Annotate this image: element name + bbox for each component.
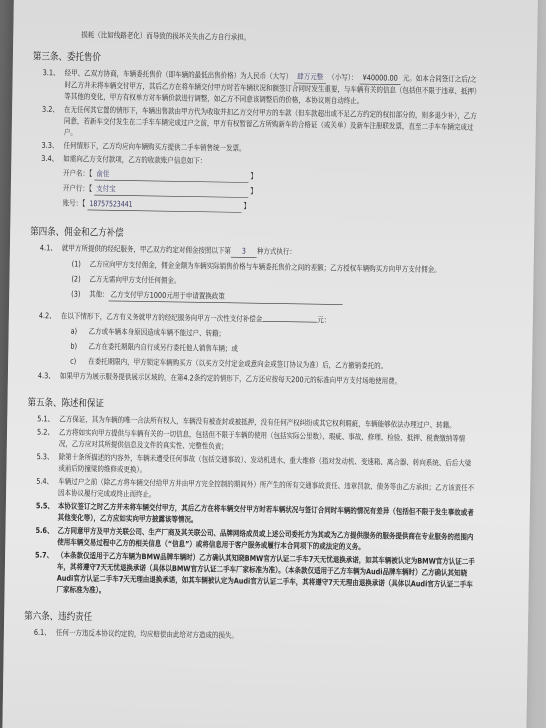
clause-text: 元。如本合同签订之后/之时乙方并未将车辆交付甲方，其后乙方在将车辆交付甲方时若车辆状况和额签订合同时发生重要，与车辆有关的信息（包括但不限于违章、抵押）等其他的变化，甲方有权单方对车辆价款进行调整，如乙方不同意该调整后的价格，本协议则自动终止。 bbox=[64, 74, 481, 106]
clause-text: 乙方保证，其为车辆的唯一合法所有权人，车辆没有被查封或被抵押，没有任何产权纠纷或其它权利瑕疵，车辆能够依法办理过户、转籍。 bbox=[59, 415, 456, 431]
clause-number: 6.1、 bbox=[33, 628, 51, 638]
option-3-value: 乙方支付甲方1000元用于申请置换政策 bbox=[109, 289, 343, 305]
option-number: (3) bbox=[71, 289, 81, 299]
account-holder-row: 开户名：【 俞佳 】 bbox=[63, 169, 258, 182]
clause-3-2 bbox=[12, 103, 512, 145]
clause-number: 5.7、 bbox=[35, 550, 54, 561]
clause-6-1 bbox=[4, 627, 504, 646]
clause-text: 经甲、乙双方协商，车辆委托售价（即车辆的最低出售价格）为人民币（大写） bbox=[64, 68, 293, 82]
section-4-title: 第四条、佣金和乙方补偿 bbox=[30, 225, 124, 240]
account-holder-value: 俞佳 bbox=[94, 168, 248, 182]
clause-number: 5.2、 bbox=[36, 427, 54, 438]
clause-number: 5.5、 bbox=[35, 501, 54, 511]
clause-text: 任何情形下，乙方均应向车辆购买方提供二手车销售统一发票。 bbox=[63, 141, 246, 154]
section-6-title: 第六条、违约责任 bbox=[24, 610, 93, 624]
clause-text: 元： bbox=[317, 315, 331, 326]
clause-text: 如果甲方为展示服务提供展示区域的，在第4.2条约定的情形下，乙方还应按每天200元的标准向甲方支付场地使用费。 bbox=[59, 371, 402, 387]
clause-number: 5.1、 bbox=[37, 414, 55, 424]
option-text: 乙方应向甲方支付佣金，佣金金额为车辆实际销售价格与车辆委托售价之间的差额；乙方授权车辆购买方向甲方支付佣金。 bbox=[89, 260, 441, 275]
clause-text: 种方式执行： bbox=[256, 247, 296, 257]
case-text: 乙方在委托期限内自行或另行委托他人销售车辆；或 bbox=[88, 342, 238, 354]
field-label: 开户行： bbox=[62, 184, 89, 194]
account-number-row: 账号：【 18757523441 】 bbox=[62, 199, 251, 212]
clause-3-1 bbox=[12, 67, 512, 110]
clause-text: 乙方将如实向甲方提供与车辆有关的一切信息，包括但不限于车辆的使用（包括实际公里数）、瑕疵、事故、修理、检验、抵押、税费缴纳等情况，乙方应对其所提供信息及文件的真实性、完整性负责； bbox=[58, 428, 466, 452]
option-label: 其他： bbox=[89, 290, 109, 300]
case-label: b) bbox=[70, 342, 78, 352]
clause-number: 3.1、 bbox=[42, 68, 60, 78]
clause-number: 4.1、 bbox=[39, 243, 57, 253]
clause-text: （本条款仅适用于乙方车辆为BMW品牌车辆时）乙方确认其知晓BMW官方认证二手车7天无忧退换承诺，如其车辆被认定为BMW官方认证二手车，其将遵守7天无忧退换承诺（具体以BMW官方认证二手车厂家标准为准）。（本条款仅适用于乙方车辆为Audi品牌车辆时）乙方确认其知晓Audi官方认证二手车7天无理由退换承诺，如其车辆被认定为Audi官方认证二手车，其将遵守7天无理由退换承诺（具体以Audi官方认证二手车厂家标准为准）。 bbox=[56, 551, 475, 596]
clause-text: 就甲方所提供的经纪服务，甲乙双方约定对佣金按照以下第 bbox=[61, 244, 231, 256]
clause-text: （小写）： bbox=[328, 73, 358, 83]
clause-text: 如需向乙方支付款项，乙方的收款账户信息如下： bbox=[63, 154, 207, 166]
clause-number: 4.2、 bbox=[38, 311, 56, 321]
commission-option-choice: 3 bbox=[231, 246, 257, 258]
page-text bbox=[4, 0, 514, 648]
clause-number: 5.4、 bbox=[36, 477, 54, 487]
clause-5-7 bbox=[4, 549, 505, 602]
clause-text: 车辆过户之前（除乙方将车辆交付给甲方并由甲方完全控制的期间外）所产生的所有交通事故责任、违章罚款、债务等由乙方承担；乙方该责任不因本协议履行完成或终止而终止。 bbox=[57, 477, 475, 500]
compensation-blank bbox=[262, 321, 317, 322]
clause-text: 在以下情形下，乙方有义务就甲方的经纪服务向甲方一次性支付补偿金 bbox=[60, 311, 263, 325]
clause-text: 任何一方违反本协议约定的，均应赔偿由此给对方造成的损失。 bbox=[55, 628, 238, 641]
option-number: (2) bbox=[71, 274, 81, 284]
clause-number: 5.6、 bbox=[35, 526, 54, 536]
price-amount: ¥40000.00 bbox=[360, 72, 401, 85]
clause-number: 3.4、 bbox=[41, 154, 59, 164]
clause-text: 本协议签订之时乙方并未将车辆交付甲方，其后乙方在将车辆交付甲方时若车辆状况与签订合同时车辆的情况有差异（包括但不限于发生事故或者其他变化等），乙方应如实向甲方披露该等情况。 bbox=[57, 502, 474, 525]
price-words: 肆万元整 bbox=[294, 71, 326, 84]
case-label: a) bbox=[70, 327, 78, 337]
section-3-title: 第三条、委托售价 bbox=[32, 50, 102, 64]
clause-text: 乙方同意甲方及甲方关联公司、生产厂商及其关联公司、品牌网络成员或上述公司委托方为其或为乙方提供服务的服务提供商在专业服务的范围内使用车辆交易过程中乙方的相关信息（“信息”）或将信息用于客户服务或履行本合同项下的或法定的义务。 bbox=[57, 526, 474, 552]
clause-number: 4.3、 bbox=[37, 371, 55, 381]
clause-number: 5.3、 bbox=[36, 452, 54, 462]
field-label: 账号： bbox=[62, 199, 83, 209]
account-number-value: 18757523441 bbox=[87, 198, 241, 212]
top-continuation: 损耗（比如线路老化）而导致的损坏关失由乙方自行承担。 bbox=[81, 30, 251, 43]
option-text: 乙方无需向甲方支付任何佣金。 bbox=[89, 275, 181, 286]
clause-number: 3.3、 bbox=[41, 141, 59, 151]
case-label: c) bbox=[70, 357, 77, 367]
field-label: 开户名： bbox=[63, 169, 90, 179]
case-text: 乙方或车辆本身原因造成车辆不能过户、转籍； bbox=[88, 327, 226, 339]
contract-page bbox=[2, 0, 538, 728]
option-number: (1) bbox=[71, 259, 81, 269]
clause-number: 3.2、 bbox=[42, 105, 60, 115]
account-bank-value: 支付宝 bbox=[94, 183, 248, 197]
clause-text: 除第十条所描述的内容外，车辆未遭受任何事故（包括交通事故）、发动机进水、重大维修（指对发动机、变速箱、离合器、转向系统、后后大梁或前后防撞梁的维修或更换）。 bbox=[58, 452, 472, 475]
section-5-title: 第五条、陈述和保证 bbox=[27, 396, 105, 410]
clause-text: 在无任何其它置的情形下，车辆出售款由甲方代为收取并扣乙方交付甲方的车款（但车款超出或不足乙方约定的权扣部分的，则多退少补），乙方同意，若新车交付发生在二手车车辆完成过户之前，甲方有权暂留乙方所购新车的合格证（或关单）及新车注册联发票，直至二手车车辆完成过户。 bbox=[63, 105, 477, 138]
account-bank-row: 开户行：【 支付宝 】 bbox=[62, 184, 257, 197]
case-text: 在委托期限内，甲方锁定车辆购买方（以买方交付定金或意向金或签订协议为准）后，乙方撤销委托的。 bbox=[88, 357, 388, 371]
